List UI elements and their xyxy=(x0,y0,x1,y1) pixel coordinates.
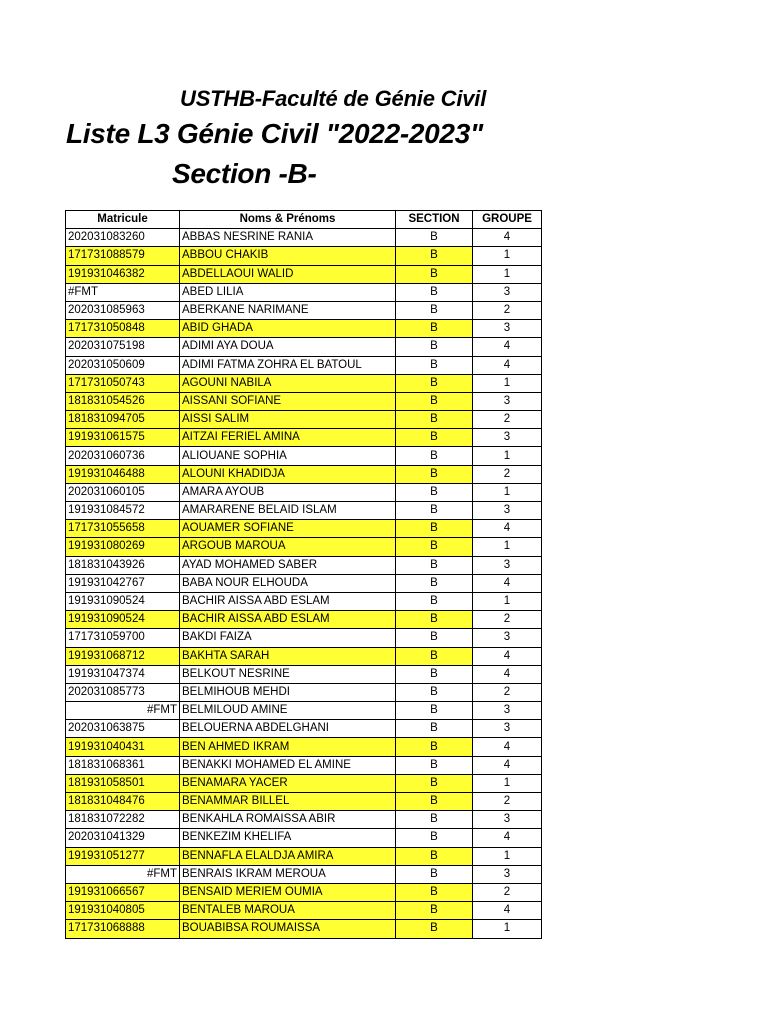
groupe-cell: 3 xyxy=(473,556,542,574)
table-row xyxy=(66,847,542,865)
groupe-cell: 1 xyxy=(473,774,542,792)
name-cell: BENKAHLA ROMAISSA ABIR xyxy=(180,811,396,829)
groupe-cell: 1 xyxy=(473,265,542,283)
name-cell: AMARARENE BELAID ISLAM xyxy=(180,502,396,520)
table-row xyxy=(66,283,542,301)
matricule-cell: #FMT xyxy=(66,283,180,301)
name-cell: BENTALEB MAROUA xyxy=(180,902,396,920)
section-cell: B xyxy=(396,738,473,756)
name-cell: BACHIR AISSA ABD ESLAM xyxy=(180,592,396,610)
name-cell: BENAMMAR BILLEL xyxy=(180,793,396,811)
matricule-cell: 191931042767 xyxy=(66,574,180,592)
table-row xyxy=(66,465,542,483)
column-header-groupe: GROUPE xyxy=(473,211,542,229)
section-cell: B xyxy=(396,374,473,392)
groupe-cell: 3 xyxy=(473,865,542,883)
section-cell: B xyxy=(396,411,473,429)
section-cell: B xyxy=(396,520,473,538)
table-row xyxy=(66,665,542,683)
table-row xyxy=(66,720,542,738)
section-cell: B xyxy=(396,902,473,920)
section-cell: B xyxy=(396,483,473,501)
matricule-cell: #FMT xyxy=(66,865,180,883)
section-cell: B xyxy=(396,811,473,829)
name-cell: ABID GHADA xyxy=(180,320,396,338)
matricule-cell: 202031085773 xyxy=(66,683,180,701)
table-row xyxy=(66,502,542,520)
groupe-cell: 3 xyxy=(473,502,542,520)
matricule-cell: 191931090524 xyxy=(66,611,180,629)
table-row xyxy=(66,247,542,265)
name-cell: AISSI SALIM xyxy=(180,411,396,429)
matricule-cell: 202031075198 xyxy=(66,338,180,356)
section-cell: B xyxy=(396,774,473,792)
matricule-cell: 202031060736 xyxy=(66,447,180,465)
section-cell: B xyxy=(396,592,473,610)
section-cell: B xyxy=(396,611,473,629)
name-cell: ABDELLAOUI WALID xyxy=(180,265,396,283)
table-row xyxy=(66,356,542,374)
matricule-cell: 191931084572 xyxy=(66,502,180,520)
matricule-cell: 202031085963 xyxy=(66,301,180,319)
groupe-cell: 2 xyxy=(473,793,542,811)
name-cell: BELKOUT NESRINE xyxy=(180,665,396,683)
groupe-cell: 3 xyxy=(473,720,542,738)
section-cell: B xyxy=(396,829,473,847)
groupe-cell: 2 xyxy=(473,883,542,901)
matricule-cell: 202031060105 xyxy=(66,483,180,501)
table-row xyxy=(66,265,542,283)
name-cell: AOUAMER SOFIANE xyxy=(180,520,396,538)
section-cell: B xyxy=(396,283,473,301)
table-row xyxy=(66,647,542,665)
matricule-cell: 171731050743 xyxy=(66,374,180,392)
matricule-cell: 191931046488 xyxy=(66,465,180,483)
groupe-cell: 1 xyxy=(473,847,542,865)
table-row xyxy=(66,374,542,392)
matricule-cell: 191931046382 xyxy=(66,265,180,283)
groupe-cell: 4 xyxy=(473,647,542,665)
name-cell: ADIMI AYA DOUA xyxy=(180,338,396,356)
name-cell: BENKEZIM KHELIFA xyxy=(180,829,396,847)
matricule-cell: 181831068361 xyxy=(66,756,180,774)
name-cell: BOUABIBSA ROUMAISSA xyxy=(180,920,396,938)
matricule-cell: 191931040431 xyxy=(66,738,180,756)
matricule-cell: 202031050609 xyxy=(66,356,180,374)
section-cell: B xyxy=(396,320,473,338)
institution-title: USTHB-Faculté de Génie Civil xyxy=(180,86,487,111)
matricule-cell: 191931068712 xyxy=(66,647,180,665)
name-cell: BAKHTA SARAH xyxy=(180,647,396,665)
name-cell: AITZAI FERIEL AMINA xyxy=(180,429,396,447)
section-cell: B xyxy=(396,847,473,865)
groupe-cell: 1 xyxy=(473,247,542,265)
groupe-cell: 4 xyxy=(473,902,542,920)
groupe-cell: 2 xyxy=(473,301,542,319)
table-row xyxy=(66,392,542,410)
groupe-cell: 4 xyxy=(473,356,542,374)
section-cell: B xyxy=(396,392,473,410)
name-cell: BENNAFLA ELALDJA AMIRA xyxy=(180,847,396,865)
section-cell: B xyxy=(396,574,473,592)
section-cell: B xyxy=(396,229,473,247)
matricule-cell: 171731059700 xyxy=(66,629,180,647)
table-row xyxy=(66,574,542,592)
student-list-table xyxy=(65,210,542,939)
table-header-row xyxy=(66,211,542,229)
matricule-cell: 191931061575 xyxy=(66,429,180,447)
groupe-cell: 1 xyxy=(473,483,542,501)
matricule-cell: 181831048476 xyxy=(66,793,180,811)
matricule-cell: 181831054526 xyxy=(66,392,180,410)
name-cell: BENAKKI MOHAMED EL AMINE xyxy=(180,756,396,774)
table-row xyxy=(66,883,542,901)
groupe-cell: 4 xyxy=(473,520,542,538)
name-cell: BELMIHOUB MEHDI xyxy=(180,683,396,701)
table-row xyxy=(66,702,542,720)
table-row xyxy=(66,229,542,247)
matricule-cell: 171731088579 xyxy=(66,247,180,265)
matricule-cell: 181831094705 xyxy=(66,411,180,429)
section-cell: B xyxy=(396,793,473,811)
table-row xyxy=(66,774,542,792)
section-cell: B xyxy=(396,720,473,738)
name-cell: AISSANI SOFIANE xyxy=(180,392,396,410)
table-row xyxy=(66,865,542,883)
table-row xyxy=(66,756,542,774)
matricule-cell: 171731068888 xyxy=(66,920,180,938)
table-row xyxy=(66,301,542,319)
name-cell: BENAMARA YACER xyxy=(180,774,396,792)
matricule-cell: 202031063875 xyxy=(66,720,180,738)
matricule-cell: 202031083260 xyxy=(66,229,180,247)
groupe-cell: 4 xyxy=(473,738,542,756)
groupe-cell: 1 xyxy=(473,592,542,610)
section-cell: B xyxy=(396,756,473,774)
name-cell: ABED LILIA xyxy=(180,283,396,301)
name-cell: BELOUERNA ABDELGHANI xyxy=(180,720,396,738)
groupe-cell: 1 xyxy=(473,447,542,465)
groupe-cell: 1 xyxy=(473,374,542,392)
matricule-cell: 181831072282 xyxy=(66,811,180,829)
section-cell: B xyxy=(396,265,473,283)
table-row xyxy=(66,611,542,629)
groupe-cell: 3 xyxy=(473,392,542,410)
groupe-cell: 3 xyxy=(473,320,542,338)
column-header-matricule: Matricule xyxy=(66,211,180,229)
table-row xyxy=(66,592,542,610)
section-cell: B xyxy=(396,647,473,665)
groupe-cell: 3 xyxy=(473,811,542,829)
section-title: Section -B- xyxy=(172,158,317,189)
name-cell: ABBAS NESRINE RANIA xyxy=(180,229,396,247)
matricule-cell: 181831043926 xyxy=(66,556,180,574)
section-cell: B xyxy=(396,429,473,447)
name-cell: ALOUNI KHADIDJA xyxy=(180,465,396,483)
table-row xyxy=(66,538,542,556)
groupe-cell: 4 xyxy=(473,229,542,247)
table-row xyxy=(66,738,542,756)
matricule-cell: 191931090524 xyxy=(66,592,180,610)
groupe-cell: 2 xyxy=(473,683,542,701)
section-cell: B xyxy=(396,883,473,901)
groupe-cell: 4 xyxy=(473,829,542,847)
table-row xyxy=(66,338,542,356)
section-cell: B xyxy=(396,683,473,701)
section-cell: B xyxy=(396,465,473,483)
matricule-cell: 191931080269 xyxy=(66,538,180,556)
name-cell: AYAD MOHAMED SABER xyxy=(180,556,396,574)
table-row xyxy=(66,793,542,811)
groupe-cell: 2 xyxy=(473,465,542,483)
section-cell: B xyxy=(396,629,473,647)
section-cell: B xyxy=(396,665,473,683)
groupe-cell: 4 xyxy=(473,756,542,774)
name-cell: ABERKANE NARIMANE xyxy=(180,301,396,319)
groupe-cell: 2 xyxy=(473,611,542,629)
name-cell: ABBOU CHAKIB xyxy=(180,247,396,265)
name-cell: BENSAID MERIEM OUMIA xyxy=(180,883,396,901)
table-row xyxy=(66,902,542,920)
list-title: Liste L3 Génie Civil "2022-2023" xyxy=(66,118,483,149)
table-row xyxy=(66,629,542,647)
section-cell: B xyxy=(396,301,473,319)
matricule-cell: 191931047374 xyxy=(66,665,180,683)
name-cell: ALIOUANE SOPHIA xyxy=(180,447,396,465)
section-cell: B xyxy=(396,920,473,938)
section-cell: B xyxy=(396,447,473,465)
name-cell: ADIMI FATMA ZOHRA EL BATOUL xyxy=(180,356,396,374)
section-cell: B xyxy=(396,538,473,556)
section-cell: B xyxy=(396,865,473,883)
table-row xyxy=(66,429,542,447)
name-cell: BAKDI FAIZA xyxy=(180,629,396,647)
name-cell: BENRAIS IKRAM MEROUA xyxy=(180,865,396,883)
table-row xyxy=(66,811,542,829)
table-row xyxy=(66,320,542,338)
groupe-cell: 4 xyxy=(473,574,542,592)
section-cell: B xyxy=(396,702,473,720)
name-cell: BABA NOUR ELHOUDA xyxy=(180,574,396,592)
table-row xyxy=(66,447,542,465)
groupe-cell: 4 xyxy=(473,338,542,356)
name-cell: BEN AHMED IKRAM xyxy=(180,738,396,756)
section-cell: B xyxy=(396,247,473,265)
name-cell: BELMILOUD AMINE xyxy=(180,702,396,720)
matricule-cell: 171731050848 xyxy=(66,320,180,338)
matricule-cell: #FMT xyxy=(66,702,180,720)
groupe-cell: 2 xyxy=(473,411,542,429)
table-row xyxy=(66,829,542,847)
section-cell: B xyxy=(396,556,473,574)
matricule-cell: 202031041329 xyxy=(66,829,180,847)
groupe-cell: 4 xyxy=(473,665,542,683)
groupe-cell: 3 xyxy=(473,629,542,647)
matricule-cell: 191931066567 xyxy=(66,883,180,901)
section-cell: B xyxy=(396,338,473,356)
groupe-cell: 3 xyxy=(473,702,542,720)
table-body xyxy=(66,229,542,938)
column-header-section: SECTION xyxy=(396,211,473,229)
matricule-cell: 191931040805 xyxy=(66,902,180,920)
matricule-cell: 191931051277 xyxy=(66,847,180,865)
table-row xyxy=(66,411,542,429)
table-row xyxy=(66,556,542,574)
section-cell: B xyxy=(396,502,473,520)
table-row xyxy=(66,520,542,538)
table-row xyxy=(66,483,542,501)
table-row xyxy=(66,920,542,938)
name-cell: BACHIR AISSA ABD ESLAM xyxy=(180,611,396,629)
groupe-cell: 3 xyxy=(473,429,542,447)
column-header-noms-prenoms: Noms & Prénoms xyxy=(180,211,396,229)
groupe-cell: 3 xyxy=(473,283,542,301)
groupe-cell: 1 xyxy=(473,920,542,938)
name-cell: AGOUNI NABILA xyxy=(180,374,396,392)
matricule-cell: 181931058501 xyxy=(66,774,180,792)
name-cell: AMARA AYOUB xyxy=(180,483,396,501)
table-row xyxy=(66,683,542,701)
matricule-cell: 171731055658 xyxy=(66,520,180,538)
name-cell: ARGOUB MAROUA xyxy=(180,538,396,556)
section-cell: B xyxy=(396,356,473,374)
groupe-cell: 1 xyxy=(473,538,542,556)
